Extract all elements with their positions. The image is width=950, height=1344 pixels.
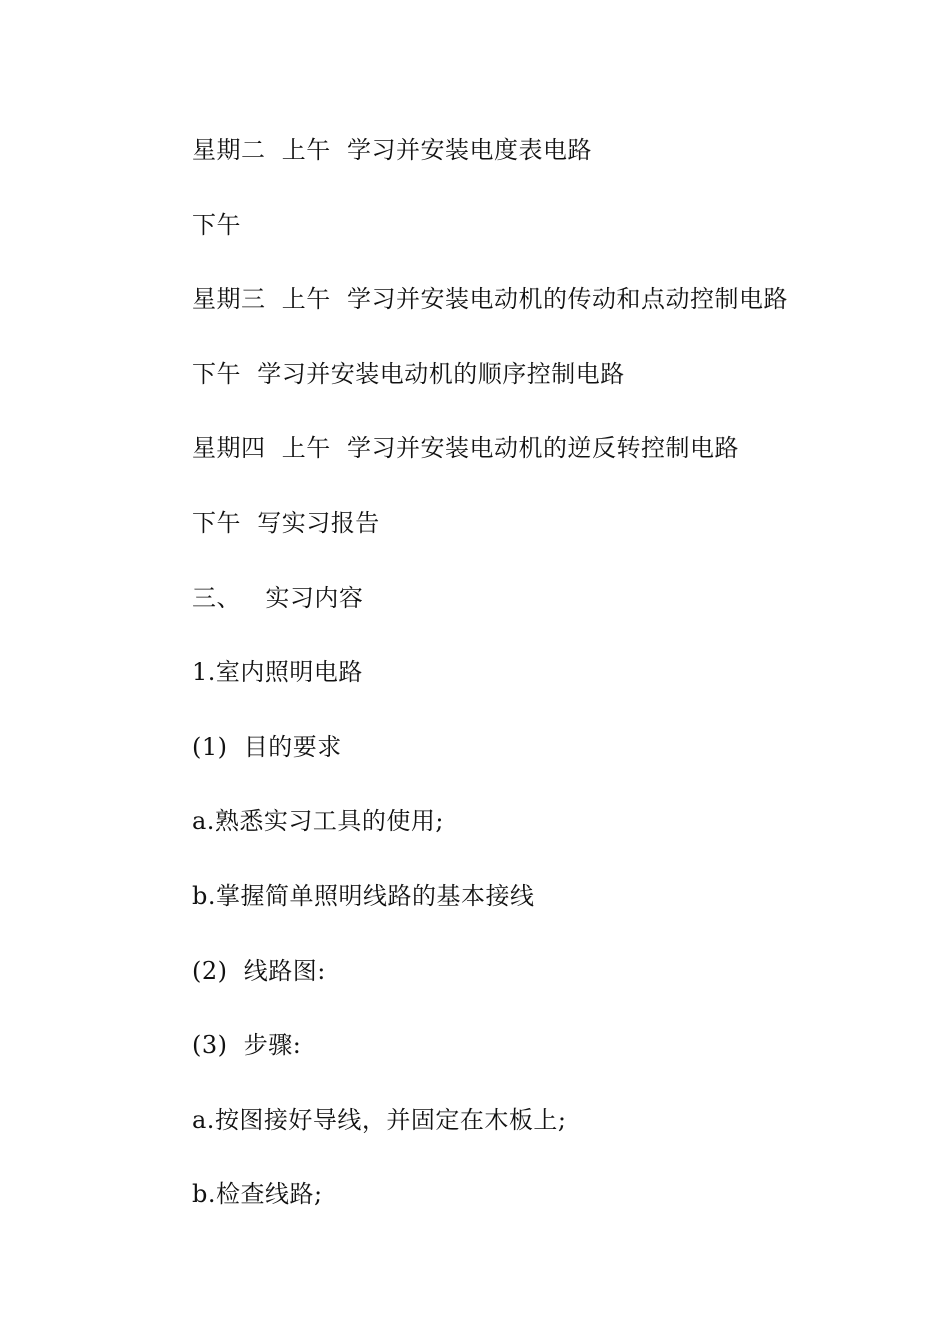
step-b: b.检查线路; bbox=[192, 1180, 323, 1208]
schedule-tuesday-afternoon: 下午 bbox=[192, 211, 241, 239]
objective-a: a.熟悉实习工具的使用; bbox=[192, 807, 445, 835]
item-circuit-diagram: (2) 线路图: bbox=[192, 957, 326, 985]
objective-b: b.掌握简单照明线路的基本接线 bbox=[192, 882, 535, 910]
schedule-wednesday-afternoon: 下午 学习并安装电动机的顺序控制电路 bbox=[192, 360, 625, 388]
schedule-thursday-morning: 星期四 上午 学习并安装电动机的逆反转控制电路 bbox=[192, 434, 740, 462]
item-steps: (3) 步骤: bbox=[192, 1031, 302, 1059]
section-heading-content: 三、 实习内容 bbox=[192, 584, 364, 612]
schedule-thursday-afternoon: 下午 写实习报告 bbox=[192, 509, 380, 537]
step-a: a.按图接好导线，并固定在木板上; bbox=[192, 1106, 567, 1134]
schedule-tuesday-morning: 星期二 上午 学习并安装电度表电路 bbox=[192, 136, 593, 164]
schedule-wednesday-morning: 星期三 上午 学习并安装电动机的传动和点动控制电路 bbox=[192, 285, 789, 313]
item-objectives: (1) 目的要求 bbox=[192, 733, 342, 761]
subsection-lighting-circuit: 1.室内照明电路 bbox=[192, 658, 363, 686]
